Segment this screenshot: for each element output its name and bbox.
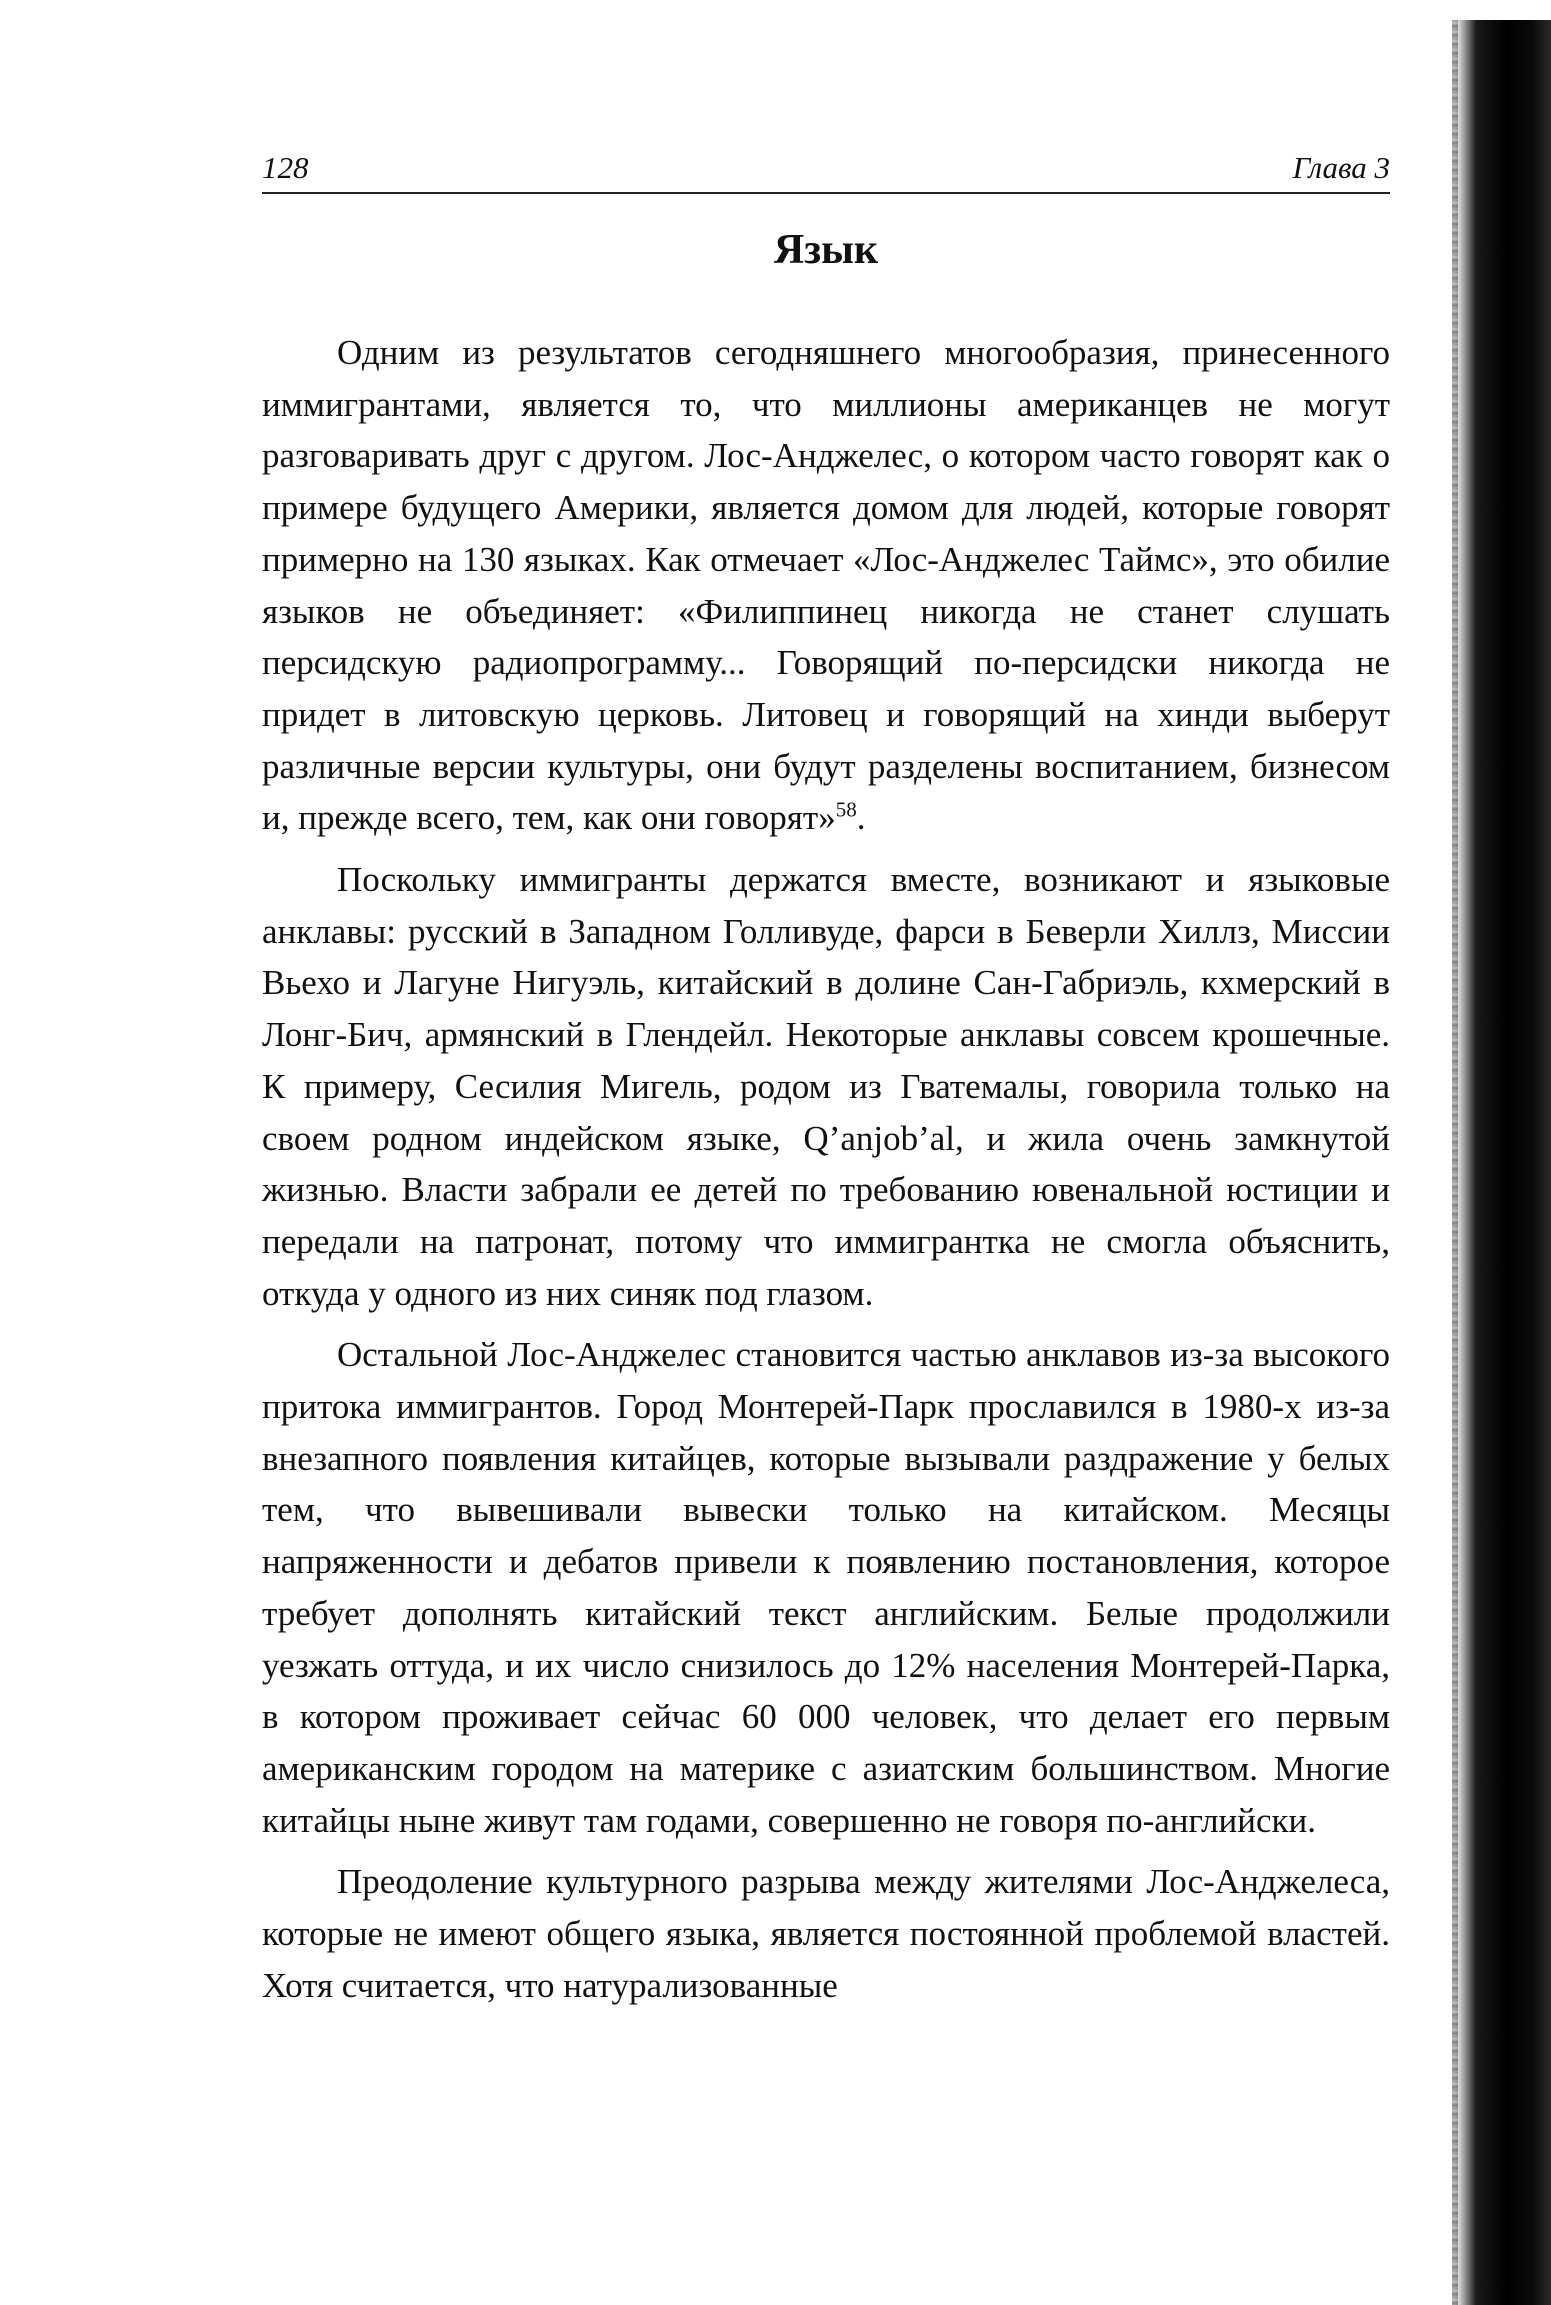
body-text	[262, 327, 1390, 2022]
binding-shadow	[1455, 20, 1551, 2305]
paragraph-tail: .	[856, 798, 866, 838]
paragraph: Остальной Лос-Анджелес становится частью анклавов из-за высокого притока иммигрантов. Город Монтерей-Парк прославился в 1980-х из-за внезапного появления китайцев, которые вызывали раздражение у белых тем, что вывешивали вывески только на китайском. Месяцы напряженности и дебатов привели к появлению постановления, которое требует дополнять китайский текст английским. Белые продолжили уезжать оттуда, и их число снизилось до 12% населения Монтерей-Парка, в котором проживает сейчас 60 000 человек, что делает его первым американским городом на материке с азиатским большинством. Многие китайцы ныне живут там годами, совершенно не говоря по-английски.	[262, 1335, 1390, 1840]
paragraph: Поскольку иммигранты держатся вместе, возникают и языковые анклавы: русский в Западном Голливуде, фарси в Беверли Хиллз, Миссии Вьехо и Лагуне Нигуэль, китайский в долине Сан-Габриэль, кхмерский в Лонг-Бич, армянский в Глендейл. Некоторые анклавы совсем крошечные. К примеру, Сесилия Мигель, родом из Гватемалы, говорила только на своем родном индейском языке, Q’anjob’al, и жила очень замкнутой жизнью. Власти забрали ее детей по требованию ювенальной юстиции и передали на патронат, потому что иммигрантка не смогла объяснить, откуда у одного из них синяк под глазом.	[262, 860, 1390, 1313]
paragraph-text: Одним из результатов сегодняшнего многообразия, принесенного иммигрантами, является то, что миллионы американцев не могут разговаривать друг с другом. Лос-Анджелес, о котором часто говорят как о примере будущего Америки, является домом для людей, которые говорят примерно на 130 языках. Как отмечает «Лос-Анджелес Таймс», это обилие языков не объединяет: «Филиппинец никогда не станет слушать персидскую радиопрограмму... Говорящий по-персидски никогда не придет в литовскую церковь. Литовец и говорящий на хинди выберут различные версии культуры, они будут разделены воспитанием, бизнесом и, прежде всего, тем, как они говорят»	[262, 333, 1390, 838]
section-title: Язык	[773, 227, 879, 273]
paragraph: Преодоление культурного разрыва между жителями Лос-Анджелеса, которые не имеют общего языка, является постоянной проблемой властей. Хотя считается, что натурализованные	[262, 1862, 1390, 2005]
running-header	[262, 148, 1390, 194]
paragraph	[262, 327, 1390, 844]
page-number: 128	[262, 150, 309, 185]
chapter-label: Глава 3	[1292, 150, 1390, 185]
footnote-ref: 58	[835, 797, 857, 822]
